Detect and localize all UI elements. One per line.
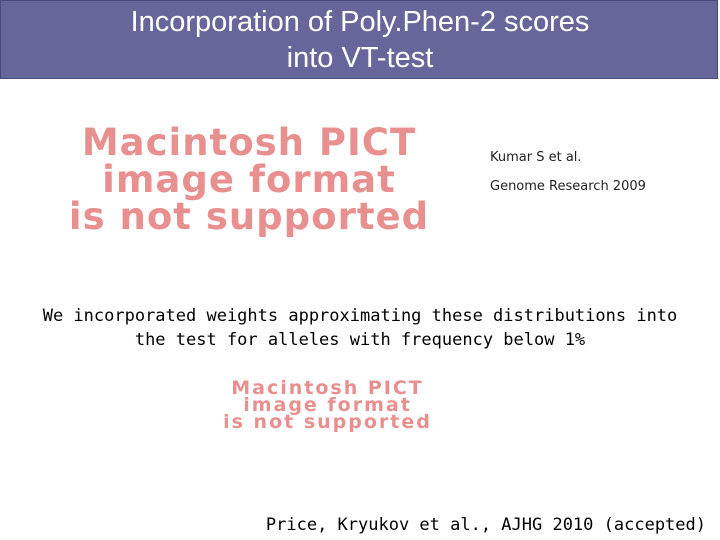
footer-citation: Price, Kryukov et al., AJHG 2010 (accepted) [265, 515, 706, 535]
body-line-2: the test for alleles with frequency below 1% [134, 330, 586, 350]
citation-journal: Genome Research 2009 [490, 179, 646, 194]
unsupported-image-placeholder-top [22, 121, 476, 238]
citation-authors: Kumar S et al. [490, 150, 582, 165]
placeholder-line-1: Macintosh PICT [81, 121, 417, 164]
placeholder-line-1: Macintosh PICT [231, 377, 424, 399]
body-text [0, 304, 720, 352]
unsupported-image-placeholder-bottom [140, 377, 515, 433]
slide-title-line-2: into VT-test [286, 42, 434, 74]
slide-title [0, 4, 720, 76]
placeholder-line-3: is not supported [68, 195, 430, 238]
body-line-1: We incorporated weights approximating these distributions into [42, 306, 678, 326]
placeholder-line-2: image format [243, 394, 412, 416]
slide-title-line-1: Incorporation of Poly.Phen-2 scores [130, 6, 590, 38]
placeholder-line-3: is not supported [223, 411, 432, 433]
placeholder-line-2: image format [102, 158, 396, 201]
